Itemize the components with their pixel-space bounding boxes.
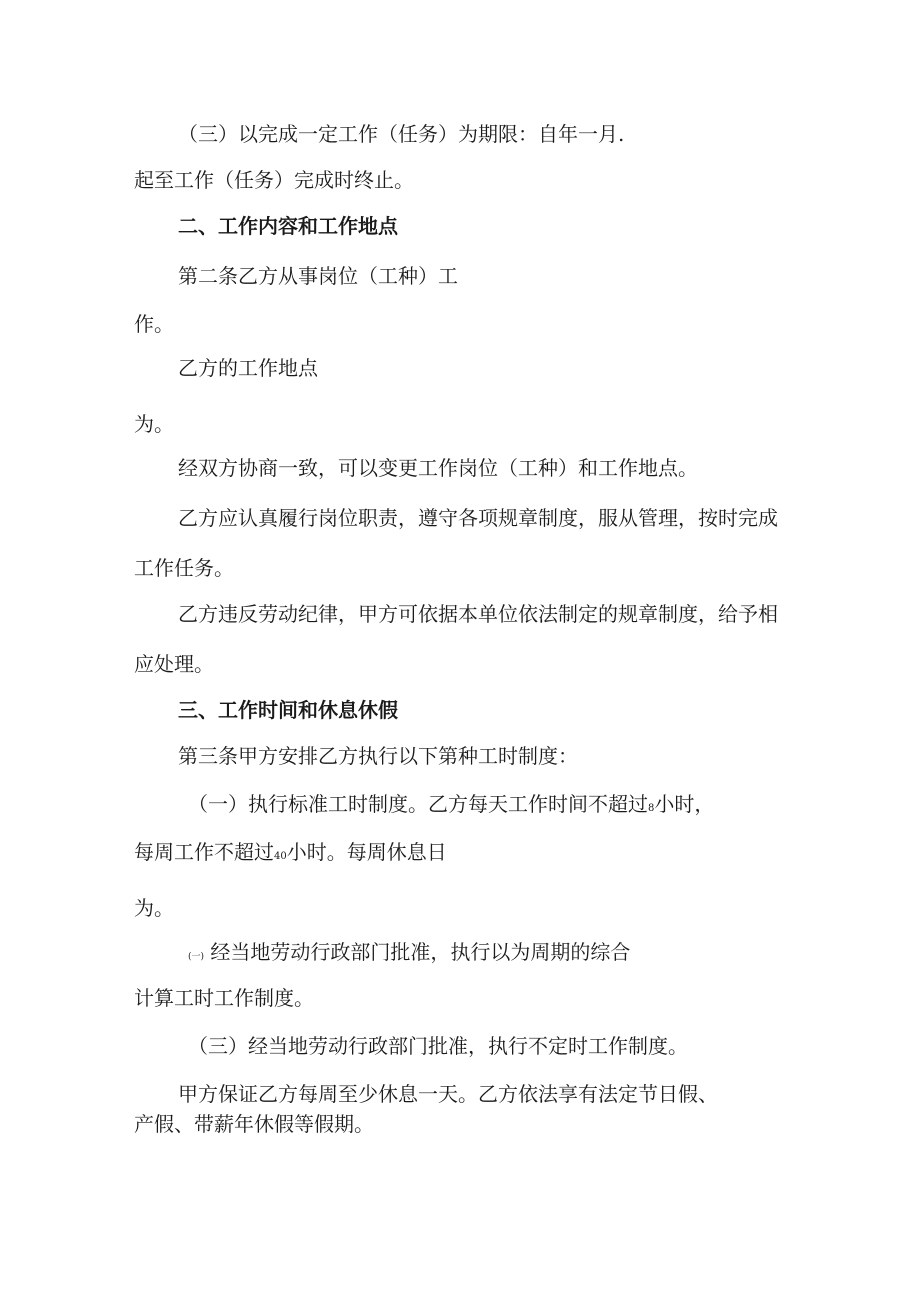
- work-place-line2: 为。: [134, 412, 174, 436]
- duty-line1: 乙方应认真履行岗位职责，遵守各项规章制度，服从管理，按时完成: [178, 506, 778, 530]
- section-heading-work-content: 二、工作内容和工作地点: [178, 214, 398, 238]
- holiday-line2: 产假、带薪年休假等假期。: [134, 1112, 374, 1136]
- article-2-line2: 作。: [134, 312, 174, 336]
- duty-line2: 工作任务。: [134, 556, 234, 580]
- standard-hours-line: [188, 792, 714, 821]
- holiday-line1: 甲方保证乙方每周至少休息一天。乙方依法享有法定节日假、: [178, 1082, 718, 1106]
- comprehensive-hours-text: 经当地劳动行政部门批准，执行以为周期的综合: [210, 940, 631, 964]
- comprehensive-hours-line2: 计算工时工作制度。: [134, 986, 314, 1010]
- discipline-line2: 应处理。: [134, 652, 214, 676]
- rest-day-line2: 为。: [134, 896, 174, 920]
- standard-hours-prefix: （一）执行标准工时制度。乙方每天工作时间不超过: [188, 792, 648, 816]
- article-3-line: 第三条甲方安排乙方执行以下第种工时制度：: [178, 744, 578, 768]
- flexible-hours-line: （三）经当地劳动行政部门批准，执行不定时工作制度。: [188, 1034, 688, 1058]
- weekly-hours-value: 40: [274, 851, 287, 862]
- discipline-line1: 乙方违反劳动纪律，甲方可依据本单位依法制定的规章制度，给予相: [178, 602, 778, 626]
- item-marker: (一): [188, 952, 205, 962]
- weekly-hours-suffix: 小时。每周休息日: [286, 840, 447, 864]
- paragraph-term-line1: （三）以完成一定工作（任务）为期限：自年一月.: [178, 122, 625, 146]
- paragraph-term-line2: 起至工作（任务）完成时终止。: [134, 168, 414, 192]
- article-2-line1: 第二条乙方从事岗位（工种）工: [178, 264, 458, 288]
- work-place-line1: 乙方的工作地点: [178, 356, 318, 380]
- daily-hours-value: 8: [648, 803, 655, 814]
- standard-hours-suffix: 小时，: [654, 792, 715, 816]
- weekly-hours-prefix: 每周工作不超过: [134, 840, 274, 864]
- section-heading-work-time: 三、工作时间和休息休假: [178, 698, 398, 722]
- change-agreement-line: 经双方协商一致，可以变更工作岗位（工种）和工作地点。: [178, 456, 698, 480]
- weekly-hours-line: [134, 840, 447, 869]
- comprehensive-hours-line1: [188, 940, 630, 969]
